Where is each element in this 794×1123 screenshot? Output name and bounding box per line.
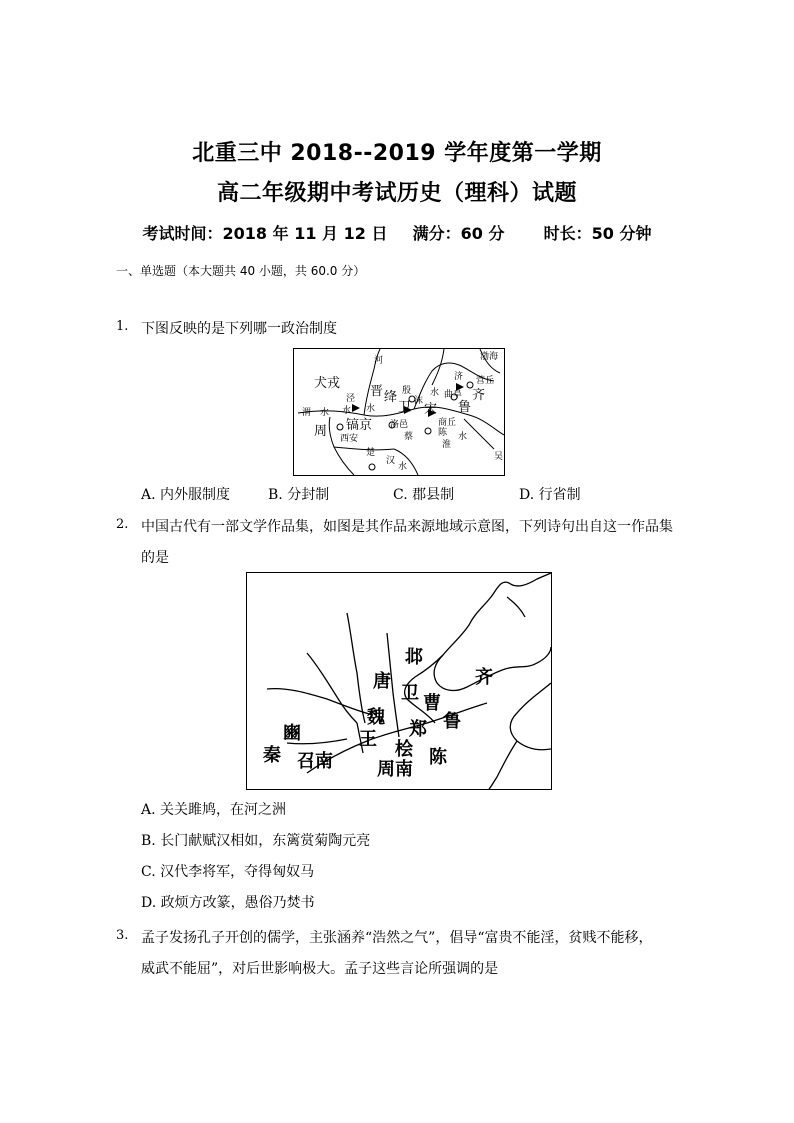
map-label-haojing: 镐京 (346, 418, 373, 433)
map-label-cai: 蔡 (404, 432, 414, 442)
question-number: 3. (116, 928, 129, 943)
map-label-luoyi: 洛邑 (390, 420, 409, 430)
exam-info (0, 221, 794, 244)
option-c[interactable]: C. 郡县制 (393, 487, 455, 503)
question-text: 下图反映的是下列哪一政治制度 (141, 321, 337, 337)
option-a[interactable]: A. 内外服制度 (141, 487, 231, 503)
map2-label-qi: 齐 (475, 667, 493, 688)
map-label-shui6: 水 (398, 462, 408, 472)
map-label-shui5: 水 (458, 432, 468, 442)
map2-label-wei: 卫 (401, 683, 419, 704)
map-label-wei-river: 渭 (302, 408, 312, 418)
question-number: 1. (116, 319, 129, 334)
map-label-chu: 楚 (366, 448, 376, 458)
question-text-line2: 威武不能屈”，对后世影响极大。孟子这些言论所强调的是 (141, 961, 499, 977)
map-label-xian: 西安 (340, 434, 359, 444)
section-title: 一、单选题（本大题共 40 小题，共 60.0 分） (116, 264, 366, 278)
map2-label-wang: 王 (359, 729, 377, 750)
map-label-jing: 泾 (346, 394, 356, 404)
option-b[interactable]: B. 分封制 (268, 487, 330, 503)
option-b[interactable]: B. 长门献赋汉相如，东篱赏菊陶元亮 (141, 833, 371, 849)
map-label-shui1: 水 (430, 388, 440, 398)
zhou-fief-map (293, 348, 505, 476)
map2-label-qin: 秦 (263, 745, 281, 766)
shijing-regions-map (246, 572, 552, 790)
map-label-ji: 济 (454, 372, 464, 382)
map-label-jin: 晋 (370, 384, 384, 399)
map-label-mo: 沫 (414, 396, 424, 406)
map-label-shangqiu: 商丘 (438, 418, 457, 428)
map-label-zhou: 周 (314, 424, 328, 439)
map2-label-bin: 豳 (283, 723, 301, 744)
map2-label-zheng: 郑 (409, 719, 427, 740)
map2-label-cao: 曹 (423, 693, 441, 714)
map-label-qi: 齐 (472, 388, 486, 403)
map-label-shui2: 水 (342, 406, 352, 416)
map2-label-lu: 鲁 (443, 711, 461, 732)
exam-time: 考试时间：2018 年 11 月 12 日 (142, 224, 388, 243)
question-text-line1: 中国古代有一部文学作品集，如图是其作品来源地域示意图，下列诗句出自这一作品集 (141, 519, 673, 535)
map2-label-kuai: 桧 (395, 739, 413, 760)
map-label-he: 河 (374, 356, 384, 366)
map-label-han: 汉 (386, 456, 396, 466)
option-d[interactable]: D. 政烦方改篆，愚俗乃焚书 (141, 895, 315, 911)
map2-label-wei2: 魏 (367, 707, 385, 728)
map-label-qufu: 曲阜 (444, 390, 463, 400)
exam-title-line1: 北重三中 2018--2019 学年度第一学期 (192, 141, 602, 166)
map-label-bohai: 渤海 (480, 352, 499, 362)
map-label-yingqiu: 营丘 (476, 376, 495, 386)
map2-label-tang: 唐 (373, 671, 391, 692)
map-label-shui4: 水 (366, 404, 376, 414)
map-label-huai: 淮 (442, 440, 452, 450)
question-number: 2. (116, 517, 129, 532)
map-label-yin: 殷 (402, 386, 412, 396)
option-c[interactable]: C. 汉代李将军，夺得匈奴马 (141, 864, 315, 880)
map-label-song: 宋 (424, 402, 438, 417)
map-label-wu: 吴 (494, 452, 504, 462)
map2-label-shaonan: 召南 (297, 751, 333, 772)
full-score: 满分：60 分 (412, 224, 505, 243)
map-label-shui3: 水 (320, 408, 330, 418)
map2-label-chen: 陈 (429, 747, 447, 768)
duration: 时长：50 分钟 (543, 224, 652, 243)
map-label-jiang: 绛 (384, 390, 398, 405)
map-label-chen: 陈 (438, 428, 448, 438)
option-a[interactable]: A. 关关雎鸠，在河之洲 (141, 802, 287, 818)
map2-label-bei: 邶 (405, 647, 423, 668)
map-label-wei-state: 卫 (398, 400, 412, 415)
question-text-line2: 的是 (141, 550, 169, 566)
option-d[interactable]: D. 行省制 (519, 487, 581, 503)
map2-label-zhounan: 周南 (377, 759, 413, 780)
exam-title-line2: 高二年级期中考试历史（理科）试题 (216, 181, 577, 206)
question-text-line1: 孟子发扬孔子开创的儒学，主张涵养“浩然之气”，倡导“富贵不能淫，贫贱不能移， (141, 930, 653, 946)
map-label-lu: 鲁 (458, 400, 472, 415)
map-label-quanrong: 犬戎 (314, 376, 341, 391)
